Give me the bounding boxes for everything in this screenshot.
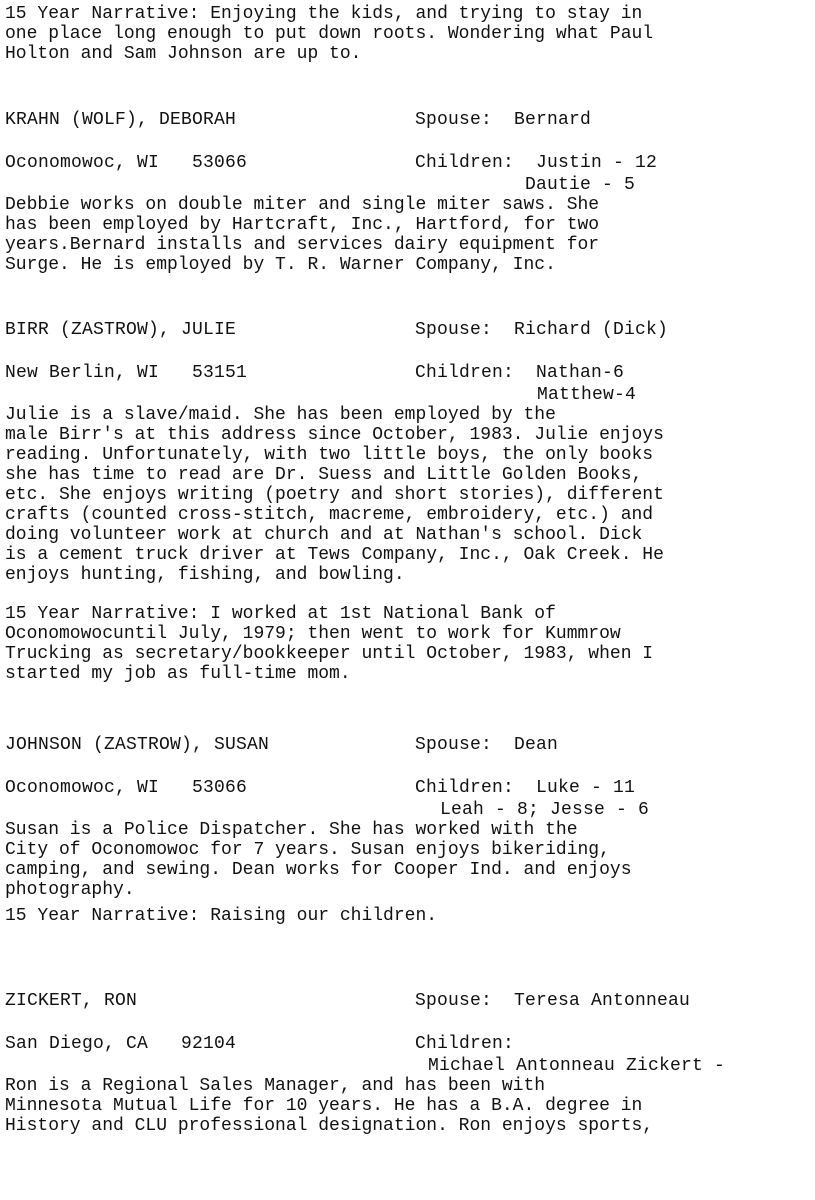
entry-children: Children: Justin - 12 — [415, 153, 658, 173]
entry-children-cont: Matthew-4 — [537, 385, 637, 405]
entry-children-cont: Leah - 8; Jesse - 6 — [440, 800, 650, 820]
entry-name: JOHNSON (ZASTROW), SUSAN — [5, 735, 270, 755]
entry-children: Children: Luke - 11 — [415, 778, 636, 798]
entry-spouse: Spouse: Bernard — [415, 110, 592, 130]
entry-bio: Ron is a Regional Sales Manager, and has been with Minnesota Mutual Life for 10 years. He has a B.A. degree in History and CLU professional designation. Ron enjoys sports, — [5, 1076, 654, 1136]
entry-name: ZICKERT, RON — [5, 991, 138, 1011]
entry-bio: Susan is a Police Dispatcher. She has worked with the City of Oconomowoc for 7 years. Susan enjoys bikeriding, camping, and sewing. Dean works for Cooper Ind. and enjoys photography. — [5, 820, 632, 900]
entry-spouse: Spouse: Dean — [415, 735, 559, 755]
entry-spouse: Spouse: Richard (Dick) — [415, 320, 669, 340]
entry-children-cont: Dautie - 5 — [525, 175, 636, 195]
intro-narrative: 15 Year Narrative: Enjoying the kids, and trying to stay in one place long enough to put down roots. Wondering what Paul Holton and Sam Johnson are up to. — [5, 4, 654, 64]
entry-location: Oconomowoc, WI 53066 — [5, 778, 248, 798]
entry-location: New Berlin, WI 53151 — [5, 363, 248, 383]
entry-children-cont: Michael Antonneau Zickert - — [428, 1056, 726, 1076]
entry-location: Oconomowoc, WI 53066 — [5, 153, 248, 173]
entry-bio: Julie is a slave/maid. She has been employed by the male Birr's at this address since October, 1983. Julie enjoys reading. Unfortunately, with two little boys, the only books she has time to read are Dr. Suess and Little Golden Books, etc. She enjoys writing (poetry and short stories), different crafts (counted cross-stitch, macreme, embroidery, etc.) and doing volunteer work at church and at Nathan's school. Dick is a cement truck driver at Tews Company, Inc., Oak Creek. He enjoys hunting, fishing, and bowling. — [5, 405, 664, 585]
entry-name: BIRR (ZASTROW), JULIE — [5, 320, 237, 340]
entry-location: San Diego, CA 92104 — [5, 1034, 237, 1054]
entry-narrative: 15 Year Narrative: I worked at 1st National Bank of Oconomowocuntil July, 1979; then went to work for Kummrow Trucking as secretary/bookkeeper until October, 1983, when I started my job as full-time mom. — [5, 604, 654, 684]
entry-children: Children: — [415, 1034, 515, 1054]
entry-bio: Debbie works on double miter and single miter saws. She has been employed by Hartcraft, Inc., Hartford, for two years.Bernard installs and services dairy equipment for Surge. He is employed by T. R. Warner Company, Inc. — [5, 195, 600, 275]
entry-narrative: 15 Year Narrative: Raising our children. — [5, 906, 438, 926]
entry-name: KRAHN (WOLF), DEBORAH — [5, 110, 237, 130]
entry-children: Children: Nathan-6 — [415, 363, 625, 383]
entry-spouse: Spouse: Teresa Antonneau — [415, 991, 691, 1011]
